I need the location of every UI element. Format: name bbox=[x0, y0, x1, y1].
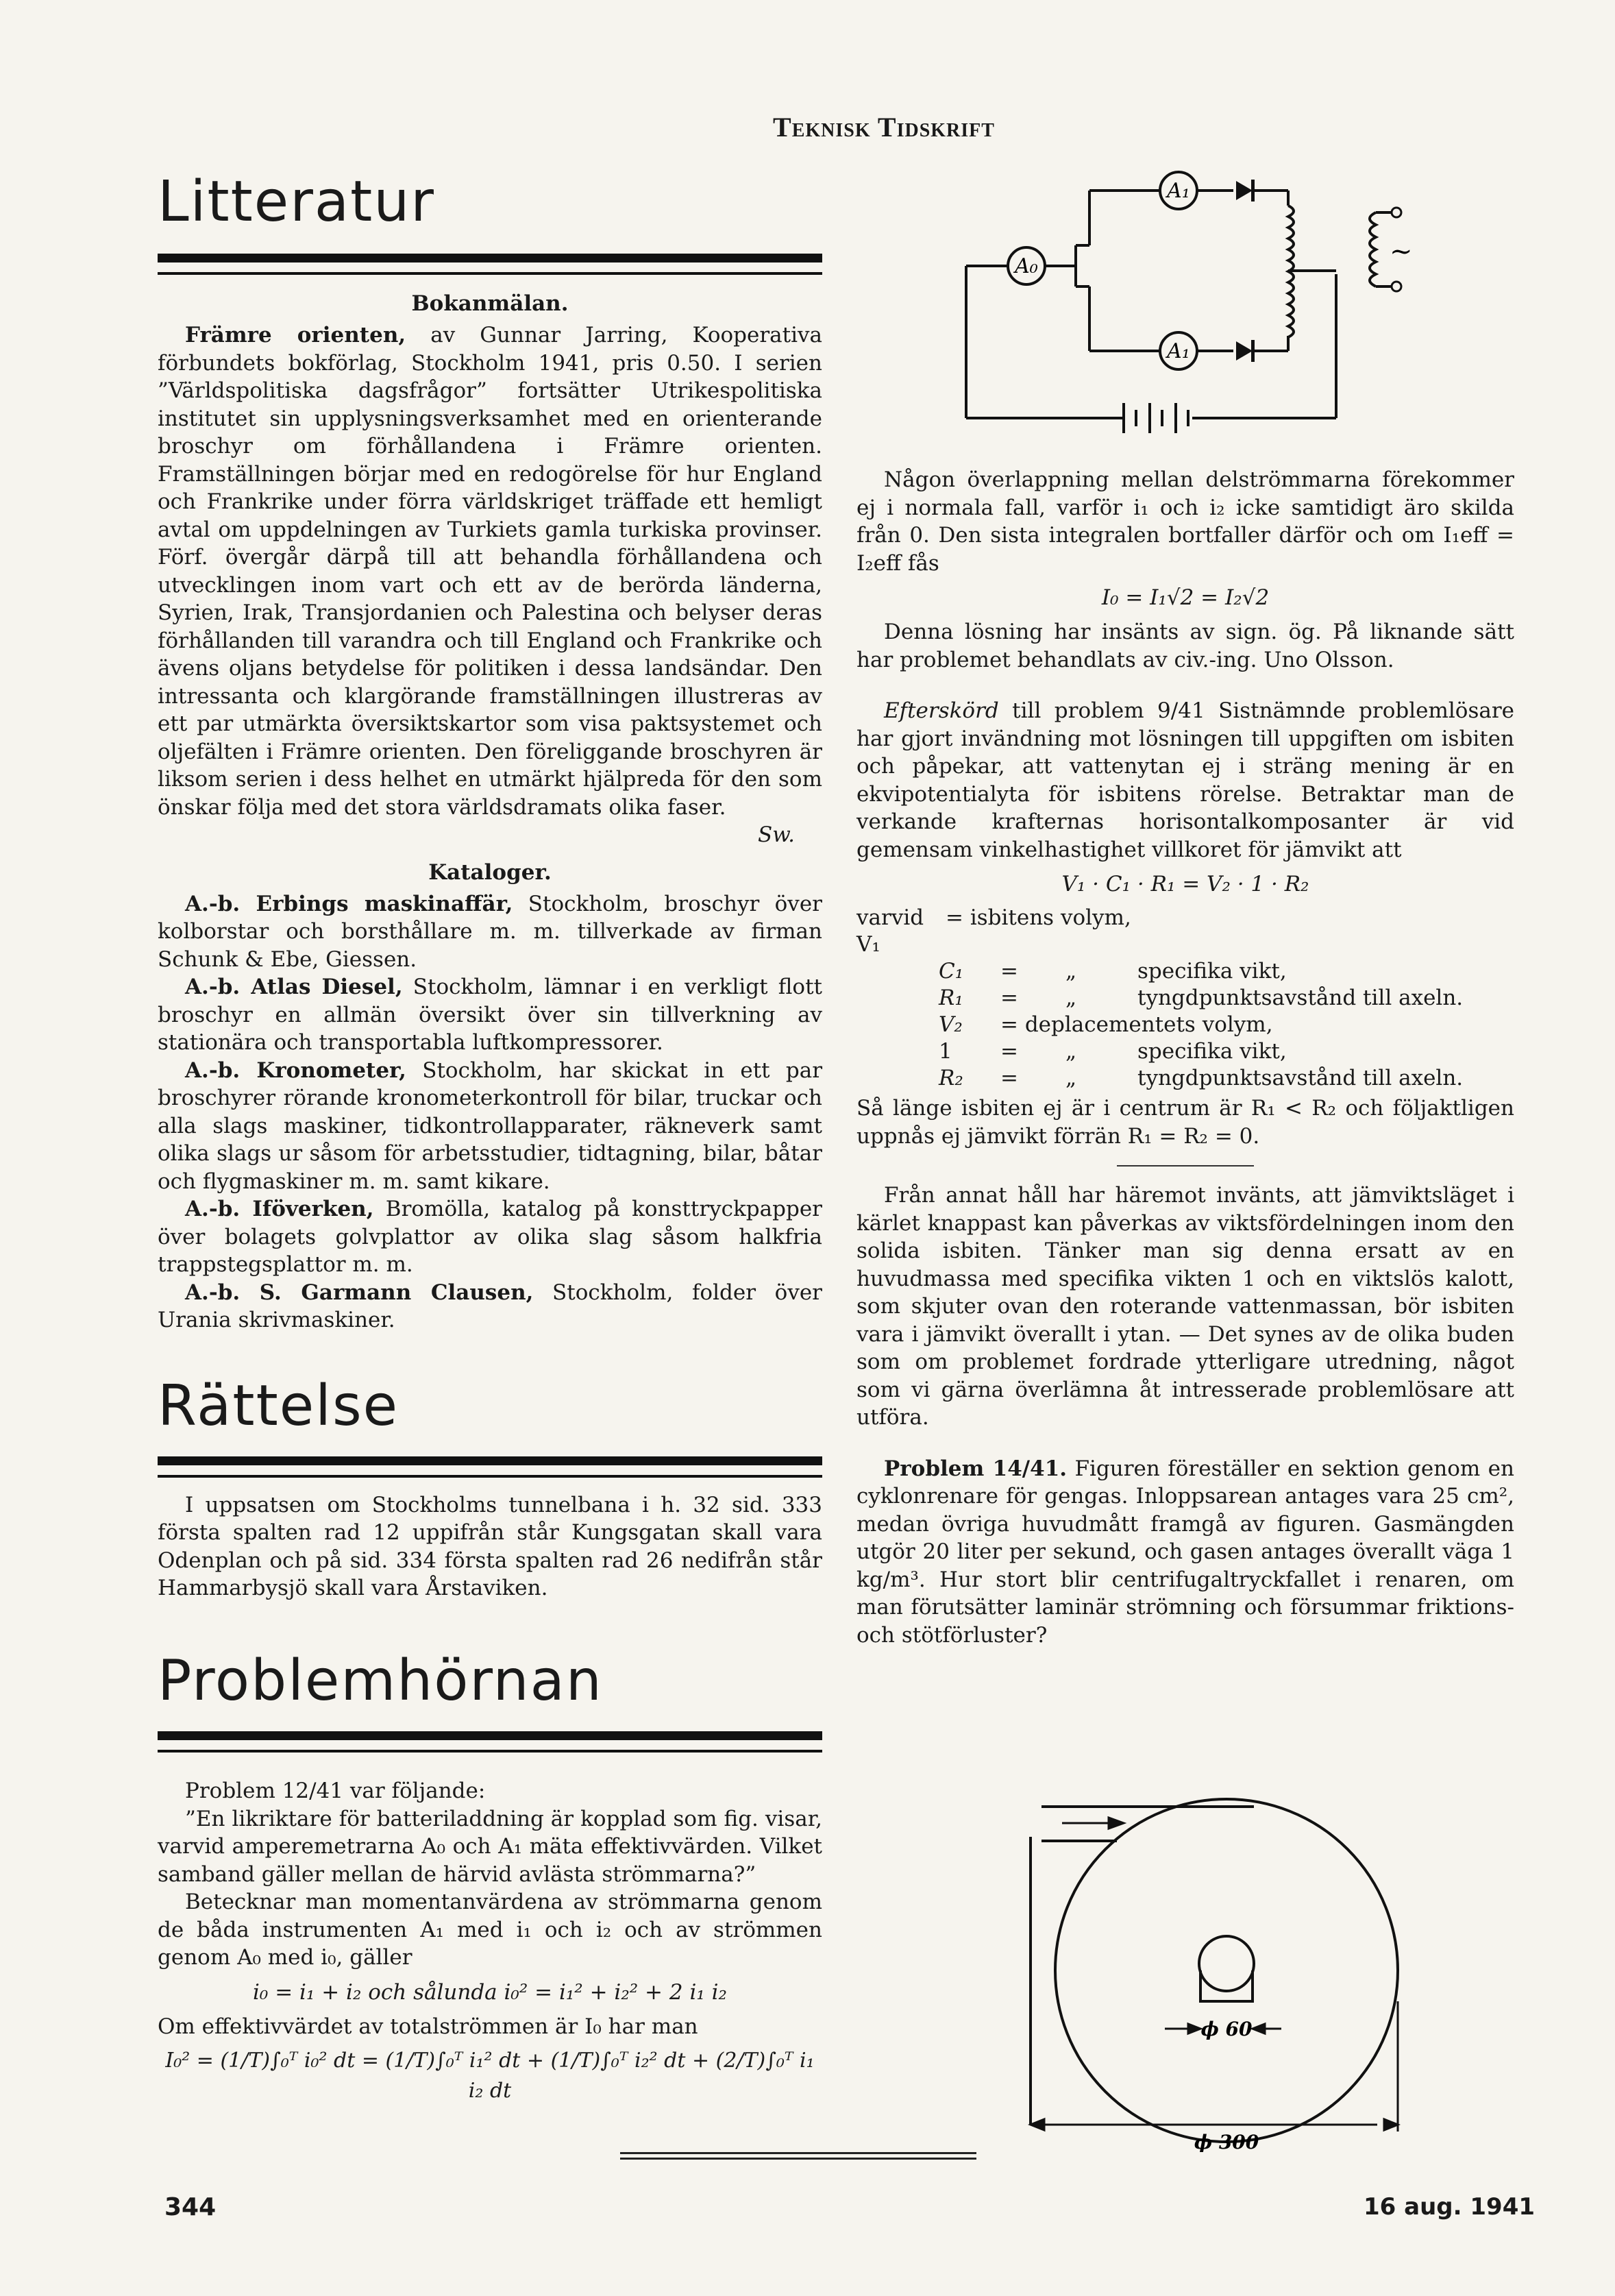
alternative-view-paragraph: Från annat håll har häremot invänts, att jämviktsläget i kärlet knappast kan påverkas av viktsfördelningen inom den solida isbiten. Tänker man sig denna ersatt av en huvudmassa med specifika vikten 1 och en viktslös kalott, som skjuter ovan den roterande vattenmassan, bör isbiten vara i jämvikt överallt i ytan. — Det synes av de olika buden som om problemet fordrade ytterligare utredning, något som vi gärna överlämna åt intresserade problemlösare att utföra. bbox=[856, 1183, 1514, 1430]
inlet-arrow-icon bbox=[1062, 1818, 1124, 1829]
equilibrium-conclusion: Så länge isbiten ej är i centrum är R₁ < R₂ och följaktligen uppnås ej jämvikt förrän R₁ = R₂ = 0. bbox=[856, 1096, 1514, 1149]
ammeter-a1-lower-label: A₁ bbox=[1167, 339, 1190, 363]
problem-12-solution: Betecknar man momentanvärdena av strömmarna genom de båda instrumenten A₁ med i₁ och i₂ och av strömmen genom A₀ med i₀, gäller bbox=[158, 1890, 822, 1970]
right-column bbox=[856, 466, 1514, 1649]
definition-row: R₁ = „ tyngdpunktsavstånd till axeln. bbox=[939, 986, 1464, 1010]
equation-integrals: I₀² = (1/T)∫₀ᵀ i₀² dt = (1/T)∫₀ᵀ i₁² dt + (1/T)∫₀ᵀ i₂² dt + (2/T)∫₀ᵀ i₁ i₂ dt bbox=[165, 2049, 815, 2103]
solution-credits: Denna lösning har insänts av sign. ög. På liknande sätt har problemet behandlats av civ.-ing. Uno Olsson. bbox=[856, 620, 1514, 672]
problem-14-paragraph bbox=[856, 1455, 1514, 1650]
catalog-text: Bromölla, katalog på konsttryckpapper över bolagets golvplattor av olika slag såsom halkfria trappstegsplattor m. m. bbox=[158, 1197, 822, 1278]
catalog-text: Stockholm, har skickat in ett par broschyrer rörande kronometerkontroll för bilar, truckar och alla slags maskiner, tidkontrollapparater, räkneverk samt olika slags ur såsom för arbetsstudier, tidtagning, bilar, båtar och flygmaskiner m. m. samt kikare. bbox=[158, 1058, 823, 1194]
definition-row: V₂ = deplacementets volym, bbox=[939, 1012, 1273, 1037]
ammeter-a0-label: A₀ bbox=[1015, 254, 1038, 278]
catalog-text: Stockholm, broschyr över kolborstar och borsthållare m. m. tillverkade av firman Schunk & Ebe, Giessen. bbox=[158, 891, 822, 972]
catalog-entry bbox=[158, 890, 822, 974]
catalog-entry bbox=[158, 1057, 822, 1196]
rattelse-heading: Rättelse bbox=[158, 1373, 399, 1439]
diode-icon bbox=[1236, 180, 1255, 201]
section-rule bbox=[158, 254, 822, 275]
catalog-entry bbox=[158, 1195, 822, 1279]
catalog-name: A.-b. Erbings maskinaffär, bbox=[185, 891, 513, 916]
ammeter-a1-upper-label: A₁ bbox=[1167, 179, 1190, 203]
rattelse-body: I uppsatsen om Stockholms tunnelbana i h. 32 sid. 333 första spalten rad 12 uppifrån står Kungsgatan skall vara Odenplan och på sid. 334 första spalten rad 26 nedifrån står Hammarbysjö skall vara Årstaviken. bbox=[158, 1492, 822, 1601]
page-number: 344 bbox=[164, 2193, 217, 2221]
catalog-name: A.-b. Kronometer, bbox=[185, 1058, 406, 1083]
problem-14-text: Figuren föreställer en sektion genom en cyklonrenare för gengas. Inloppsarean antages vara 25 cm², medan övriga huvudmått framgå av figuren. Gasmängden utgör 20 liter per sekund, och gasen antages överallt väga 1 kg/m³. Hur stort blir centrifugaltryckfallet i renaren, om man förutsätter laminär strömning och försummar friktions- och stötförluster? bbox=[856, 1456, 1514, 1648]
definition-row: R₂ = „ tyngdpunktsavstånd till axeln. bbox=[939, 1066, 1464, 1090]
section-rule bbox=[158, 1731, 822, 1752]
equation-result: I₀ = I₁√2 = I₂√2 bbox=[1101, 585, 1270, 610]
review-body: av Gunnar Jarring, Kooperativa förbundets bokförlag, Stockholm 1941, pris 0.50. I serien ”Världspolitiska dagsfrågor” fortsätter Utrikespolitiska institutet sin upplysningsverksamhet med en orienterande broschyr om förhållandena i Främre orienten. Framställningen börjar med en redogörelse för hur England och Frankrike under förra världskriget träffade ett hemligt avtal om uppdelningen av Turkiets gamla turkiska provinser. Förf. övergår därpå till att behandla förhållandena och utvecklingen inom vart och ett av de berörda länderna, Syrien, Irak, Transjordanien och Palestina och belyser deras förhållanden till varandra och till England och Frankrike och ävens oljans betydelse för politiken i dessa landsändar. Den intressanta och klargörande framställningen illustreras av ett par utmärkta översiktskartor som visa paktsystemet och oljefälten i Främre orienten. Den föreliggande broschyren är liksom serien i dess helhet en utmärkt hjälpreda för den som önskar följa med det stora världsdramats olika faser. bbox=[158, 323, 823, 820]
problem-12-effective: Om effektivvärdet av totalströmmen är I₀ har man bbox=[158, 2014, 698, 2039]
journal-title: Teknisk Tidskrift bbox=[773, 112, 995, 143]
divider bbox=[1117, 1165, 1254, 1167]
catalog-entry bbox=[158, 973, 822, 1057]
efterskord-label: Efterskörd bbox=[884, 698, 999, 723]
efterskord-paragraph bbox=[856, 697, 1514, 864]
equation-equilibrium: V₁ · C₁ · R₁ = V₂ · 1 · R₂ bbox=[1061, 872, 1309, 896]
litteratur-heading: Litteratur bbox=[158, 169, 436, 234]
rectifier-circuit-diagram bbox=[959, 164, 1480, 439]
catalog-entry bbox=[158, 1279, 822, 1334]
kataloger-heading: Kataloger. bbox=[428, 859, 552, 885]
catalog-name: A.-b. Atlas Diesel, bbox=[185, 975, 403, 1000]
battery-icon bbox=[1124, 403, 1188, 433]
outer-diameter-label: ϕ 300 bbox=[1194, 2131, 1259, 2152]
solution-paragraph: Någon överlappning mellan delströmmarna förekommer ej i normala fall, varför i₁ och i₂ icke samtidigt äro skilda från 0. Den sista integralen bortfaller därför och om I₁eff = I₂eff fås bbox=[856, 467, 1514, 576]
definition-row: C₁ = „ specifika vikt, bbox=[939, 959, 1287, 984]
terminal-icon bbox=[1392, 208, 1401, 217]
efterskord-text: till problem 9/41 Sistnämnde problemlösare har gjort invändning mot lösningen till uppgiften om isbiten och påpekar, att vattenytan ej i sträng mening är en ekvipotentialyta för isbitens rörelse. Betraktar man de verkande krafternas horisontalkomposanter är vid gemensam vinkelhastighet villkoret för jämvikt att bbox=[856, 698, 1514, 862]
terminal-icon bbox=[1392, 282, 1401, 291]
bokanmalan-heading: Bokanmälan. bbox=[411, 291, 569, 317]
catalog-name: A.-b. Iföverken, bbox=[185, 1197, 374, 1222]
left-column bbox=[158, 171, 822, 2112]
problem-12-quote: ”En likriktare för batteriladdning är kopplad som fig. visar, varvid amperemetrarna A₀ och A₁ mäta effektivvärden. Vilket samband gäller mellan de härvid avlästa strömmarna?” bbox=[158, 1806, 822, 1887]
definition-row: 1 = „ specifika vikt, bbox=[939, 1039, 1287, 1064]
ac-source-symbol: ~ bbox=[1390, 236, 1413, 267]
transformer-primary-coil bbox=[1370, 212, 1391, 286]
diode-icon bbox=[1236, 340, 1255, 362]
definition-row: varvid V₁ = isbitens volym, bbox=[856, 905, 1131, 957]
catalog-text: Stockholm, folder över Urania skrivmaskiner. bbox=[158, 1280, 822, 1333]
inner-diameter-label: ϕ 60 bbox=[1200, 2018, 1253, 2040]
footer-rule bbox=[620, 2152, 976, 2163]
review-title: Främre orienten, bbox=[185, 323, 406, 348]
problem-12-intro: Problem 12/41 var följande: bbox=[185, 1779, 486, 1804]
problem-14-label: Problem 14/41. bbox=[884, 1456, 1068, 1481]
catalog-name: A.-b. S. Garmann Clausen, bbox=[185, 1280, 534, 1305]
section-rule bbox=[158, 1456, 822, 1478]
review-paragraph bbox=[158, 321, 822, 821]
catalog-text: Stockholm, lämnar i en verkligt flott broschyr en allmän översikt över sin tillverkning av stationära och transportabla luftkompressorer. bbox=[158, 975, 822, 1055]
review-signature: Sw. bbox=[758, 822, 795, 848]
variable-definitions bbox=[856, 905, 1514, 1092]
issue-date: 16 aug. 1941 bbox=[1364, 2193, 1536, 2221]
equation-currents: i₀ = i₁ + i₂ och sålunda i₀² = i₁² + i₂² + 2 i₁ i₂ bbox=[253, 1979, 727, 2005]
cyclone-separator-diagram bbox=[1021, 1796, 1446, 2152]
problemhornan-heading: Problemhörnan bbox=[158, 1648, 603, 1713]
